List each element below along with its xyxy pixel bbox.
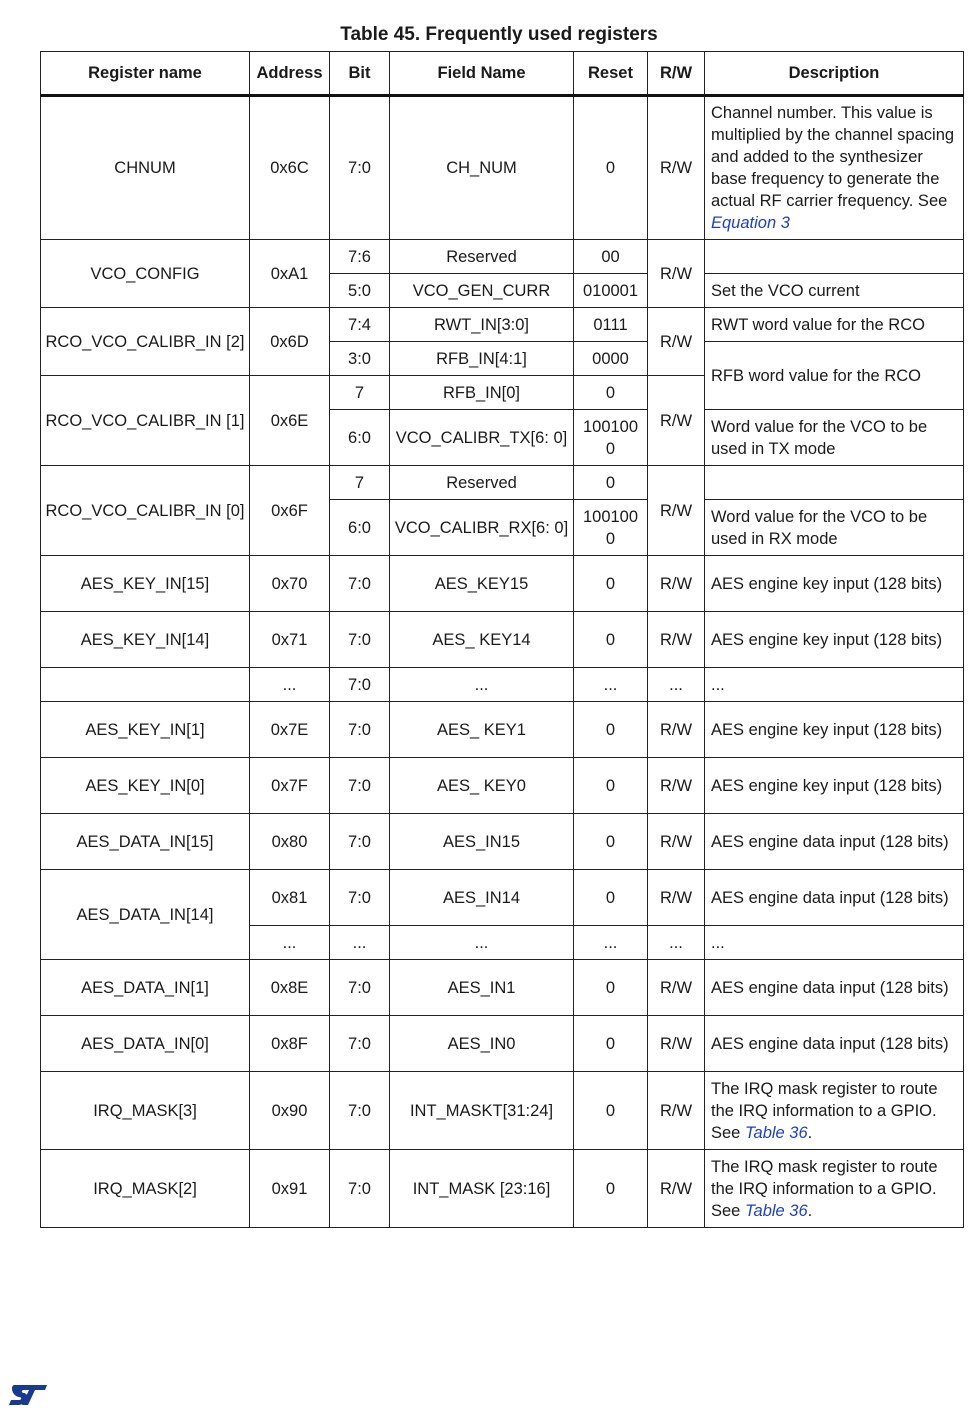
register-name: AES_KEY_IN[15] bbox=[41, 556, 250, 612]
reset-value: 0 bbox=[574, 466, 648, 500]
column-header: Field Name bbox=[390, 52, 574, 96]
reset-value: 0111 bbox=[574, 308, 648, 342]
st-logo-mark bbox=[9, 1385, 47, 1405]
field-name: INT_MASKT[31:24] bbox=[390, 1072, 574, 1150]
register-address: 0x7E bbox=[250, 702, 330, 758]
field-name: RWT_IN[3:0] bbox=[390, 308, 574, 342]
register-address: 0x7F bbox=[250, 758, 330, 814]
description-text: The IRQ mask register to route the IRQ information to a GPIO. See bbox=[711, 1079, 938, 1142]
register-name: CHNUM bbox=[41, 96, 250, 240]
field-name: AES_ KEY0 bbox=[390, 758, 574, 814]
register-name: AES_DATA_IN[0] bbox=[41, 1016, 250, 1072]
reset-value: 100100 0 bbox=[574, 410, 648, 466]
description: AES engine data input (128 bits) bbox=[705, 1016, 964, 1072]
bit-range: 6:0 bbox=[330, 410, 390, 466]
field-name: VCO_GEN_CURR bbox=[390, 274, 574, 308]
access-type: ... bbox=[648, 668, 705, 702]
bit-range: 7:0 bbox=[330, 612, 390, 668]
register-name: IRQ_MASK[3] bbox=[41, 1072, 250, 1150]
register-name bbox=[41, 668, 250, 702]
register-address: 0x8E bbox=[250, 960, 330, 1016]
register-name: AES_KEY_IN[14] bbox=[41, 612, 250, 668]
table-row bbox=[41, 668, 964, 702]
table-row bbox=[41, 870, 964, 926]
reset-value: 0 bbox=[574, 1016, 648, 1072]
column-header: R/W bbox=[648, 52, 705, 96]
field-name: INT_MASK [23:16] bbox=[390, 1150, 574, 1228]
access-type: R/W bbox=[648, 960, 705, 1016]
bit-range: 7:4 bbox=[330, 308, 390, 342]
field-name: AES_ KEY1 bbox=[390, 702, 574, 758]
table-row bbox=[41, 556, 964, 612]
access-type: R/W bbox=[648, 1150, 705, 1228]
description-tail: . bbox=[807, 1123, 813, 1142]
column-header: Reset bbox=[574, 52, 648, 96]
register-table bbox=[40, 51, 964, 1228]
field-name: AES_IN0 bbox=[390, 1016, 574, 1072]
column-header: Description bbox=[705, 52, 964, 96]
reset-value: 0 bbox=[574, 556, 648, 612]
table-row bbox=[41, 702, 964, 758]
register-address: 0x91 bbox=[250, 1150, 330, 1228]
register-name: RCO_VCO_CALIBR_IN [0] bbox=[41, 466, 250, 556]
reset-value: 100100 0 bbox=[574, 500, 648, 556]
table-row bbox=[41, 758, 964, 814]
field-name: ... bbox=[390, 668, 574, 702]
table-row bbox=[41, 240, 964, 274]
access-type: R/W bbox=[648, 814, 705, 870]
reset-value: ... bbox=[574, 926, 648, 960]
table-row bbox=[41, 612, 964, 668]
access-type: R/W bbox=[648, 1072, 705, 1150]
table-row bbox=[41, 1150, 964, 1228]
register-name: AES_KEY_IN[0] bbox=[41, 758, 250, 814]
bit-range: 3:0 bbox=[330, 342, 390, 376]
bit-range: 7 bbox=[330, 466, 390, 500]
reset-value: 00 bbox=[574, 240, 648, 274]
description: Set the VCO current bbox=[705, 274, 964, 308]
bit-range: ... bbox=[330, 926, 390, 960]
column-header: Register name bbox=[41, 52, 250, 96]
access-type: R/W bbox=[648, 702, 705, 758]
reset-value: 0 bbox=[574, 702, 648, 758]
reset-value: 0 bbox=[574, 758, 648, 814]
access-type: R/W bbox=[648, 376, 705, 466]
table-row bbox=[41, 960, 964, 1016]
bit-range: 7:0 bbox=[330, 1072, 390, 1150]
field-name: VCO_CALIBR_RX[6: 0] bbox=[390, 500, 574, 556]
field-name: AES_IN1 bbox=[390, 960, 574, 1016]
reset-value: 0 bbox=[574, 1150, 648, 1228]
register-name: AES_DATA_IN[1] bbox=[41, 960, 250, 1016]
register-address: ... bbox=[250, 926, 330, 960]
description: RWT word value for the RCO bbox=[705, 308, 964, 342]
register-name: AES_DATA_IN[14] bbox=[41, 870, 250, 960]
access-type: ... bbox=[648, 926, 705, 960]
column-header: Bit bbox=[330, 52, 390, 96]
description-text: Channel number. This value is multiplied by the channel spacing and added to the synthesizer base frequency to generate the actual RF carrier frequency. See bbox=[711, 104, 955, 210]
register-address: ... bbox=[250, 668, 330, 702]
description: Word value for the VCO to be used in TX mode bbox=[705, 410, 964, 466]
bit-range: 7:0 bbox=[330, 668, 390, 702]
table-row bbox=[41, 308, 964, 342]
st-logo bbox=[8, 1384, 48, 1406]
register-address: 0x80 bbox=[250, 814, 330, 870]
register-address: 0x81 bbox=[250, 870, 330, 926]
reset-value: 0 bbox=[574, 1072, 648, 1150]
field-name: AES_IN14 bbox=[390, 870, 574, 926]
reset-value: 010001 bbox=[574, 274, 648, 308]
field-name: AES_KEY15 bbox=[390, 556, 574, 612]
description: AES engine key input (128 bits) bbox=[705, 612, 964, 668]
reset-value: 0 bbox=[574, 814, 648, 870]
description: ... bbox=[705, 668, 964, 702]
description: AES engine data input (128 bits) bbox=[705, 814, 964, 870]
register-name: AES_KEY_IN[1] bbox=[41, 702, 250, 758]
field-name: AES_ KEY14 bbox=[390, 612, 574, 668]
access-type: R/W bbox=[648, 240, 705, 308]
reset-value: 0 bbox=[574, 960, 648, 1016]
field-name: Reserved bbox=[390, 240, 574, 274]
bit-range: 7:0 bbox=[330, 556, 390, 612]
reset-value: 0000 bbox=[574, 342, 648, 376]
register-address: 0x6F bbox=[250, 466, 330, 556]
bit-range: 5:0 bbox=[330, 274, 390, 308]
description: AES engine key input (128 bits) bbox=[705, 556, 964, 612]
field-name: RFB_IN[4:1] bbox=[390, 342, 574, 376]
access-type: R/W bbox=[648, 758, 705, 814]
reset-value: 0 bbox=[574, 376, 648, 410]
register-address: 0x6E bbox=[250, 376, 330, 466]
reset-value: 0 bbox=[574, 96, 648, 240]
register-name: IRQ_MASK[2] bbox=[41, 1150, 250, 1228]
access-type: R/W bbox=[648, 96, 705, 240]
description: AES engine data input (128 bits) bbox=[705, 870, 964, 926]
bit-range: 7:0 bbox=[330, 758, 390, 814]
bit-range: 7:0 bbox=[330, 814, 390, 870]
description: RFB word value for the RCO bbox=[705, 342, 964, 410]
description bbox=[705, 1072, 964, 1150]
register-address: 0x90 bbox=[250, 1072, 330, 1150]
field-name: CH_NUM bbox=[390, 96, 574, 240]
register-address: 0x71 bbox=[250, 612, 330, 668]
access-type: R/W bbox=[648, 870, 705, 926]
field-name: RFB_IN[0] bbox=[390, 376, 574, 410]
description bbox=[705, 240, 964, 274]
register-address: 0x6C bbox=[250, 96, 330, 240]
bit-range: 7:6 bbox=[330, 240, 390, 274]
table-row bbox=[41, 1072, 964, 1150]
access-type: R/W bbox=[648, 466, 705, 556]
reset-value: ... bbox=[574, 668, 648, 702]
equation-link[interactable]: Equation 3 bbox=[711, 214, 790, 232]
description bbox=[705, 466, 964, 500]
reset-value: 0 bbox=[574, 612, 648, 668]
bit-range: 7:0 bbox=[330, 870, 390, 926]
table-caption: Table 45. Frequently used registers bbox=[340, 24, 658, 45]
register-name: VCO_CONFIG bbox=[41, 240, 250, 308]
bit-range: 6:0 bbox=[330, 500, 390, 556]
table-row bbox=[41, 1016, 964, 1072]
description-text: The IRQ mask register to route the IRQ information to a GPIO. See bbox=[711, 1157, 938, 1220]
register-address: 0x70 bbox=[250, 556, 330, 612]
description bbox=[705, 1150, 964, 1228]
description: AES engine key input (128 bits) bbox=[705, 702, 964, 758]
reset-value: 0 bbox=[574, 870, 648, 926]
table-row bbox=[41, 96, 964, 240]
bit-range: 7:0 bbox=[330, 702, 390, 758]
column-header: Address bbox=[250, 52, 330, 96]
table-link[interactable]: Table 36 bbox=[744, 1201, 808, 1220]
description: AES engine data input (128 bits) bbox=[705, 960, 964, 1016]
register-address: 0x8F bbox=[250, 1016, 330, 1072]
bit-range: 7:0 bbox=[330, 960, 390, 1016]
description: ... bbox=[705, 926, 964, 960]
bit-range: 7:0 bbox=[330, 96, 390, 240]
access-type: R/W bbox=[648, 612, 705, 668]
description: AES engine key input (128 bits) bbox=[705, 758, 964, 814]
access-type: R/W bbox=[648, 1016, 705, 1072]
description bbox=[705, 96, 964, 240]
bit-range: 7:0 bbox=[330, 1150, 390, 1228]
bit-range: 7:0 bbox=[330, 1016, 390, 1072]
bit-range: 7 bbox=[330, 376, 390, 410]
register-name: AES_DATA_IN[15] bbox=[41, 814, 250, 870]
table-link[interactable]: Table 36 bbox=[744, 1123, 808, 1142]
description: Word value for the VCO to be used in RX mode bbox=[705, 500, 964, 556]
table-row bbox=[41, 466, 964, 500]
register-address: 0xA1 bbox=[250, 240, 330, 308]
header-row bbox=[41, 52, 964, 96]
field-name: ... bbox=[390, 926, 574, 960]
field-name: VCO_CALIBR_TX[6: 0] bbox=[390, 410, 574, 466]
table-row bbox=[41, 814, 964, 870]
access-type: R/W bbox=[648, 556, 705, 612]
field-name: Reserved bbox=[390, 466, 574, 500]
register-name: RCO_VCO_CALIBR_IN [2] bbox=[41, 308, 250, 376]
register-address: 0x6D bbox=[250, 308, 330, 376]
description-tail: . bbox=[807, 1201, 813, 1220]
register-name: RCO_VCO_CALIBR_IN [1] bbox=[41, 376, 250, 466]
access-type: R/W bbox=[648, 308, 705, 376]
field-name: AES_IN15 bbox=[390, 814, 574, 870]
